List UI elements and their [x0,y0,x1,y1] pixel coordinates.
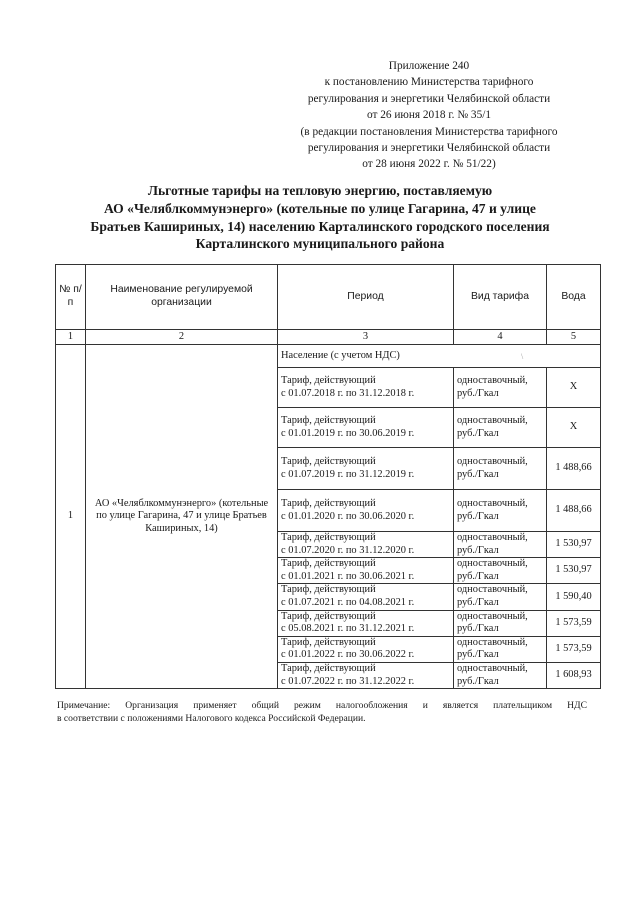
tariff-type [454,662,547,688]
type-line-2: руб./Гкал [457,649,499,661]
water-value: 1 488,66 [547,490,601,532]
type-line-2: руб./Гкал [457,623,499,635]
tariff-period [278,636,454,662]
period-line-1: Тариф, действующий [281,610,376,622]
type-line-2: руб./Гкал [457,510,499,522]
period-line-2: с 05.08.2021 г. по 31.12.2021 г. [281,623,415,635]
period-line-1: Тариф, действующий [281,497,376,509]
appendix-line: от 28 июня 2022 г. № 51/22) [362,158,496,171]
tariff-period [278,584,454,610]
period-line-2: с 01.07.2018 г. по 31.12.2018 г. [281,387,415,399]
tariff-type [454,558,547,584]
footnote [57,700,587,725]
tariff-period [278,490,454,532]
tariff-period [278,610,454,636]
type-line-2: руб./Гкал [457,596,499,608]
period-line-2: с 01.07.2020 г. по 31.12.2020 г. [281,544,415,556]
water-value: 1 530,97 [547,558,601,584]
type-line-1: одноставочный, [457,558,528,570]
type-line-1: одноставочный, [457,610,528,622]
title-line: Льготные тарифы на тепловую энергию, поставляемую [147,183,493,198]
type-line-2: руб./Гкал [457,675,499,687]
type-line-1: одноставочный, [457,497,528,509]
tariff-table [55,264,601,689]
type-line-1: одноставочный, [457,584,528,596]
appendix-line: регулирования и энергетики Челябинской области [307,142,551,155]
tariff-period [278,408,454,448]
tariff-period [278,662,454,688]
type-line-1: одноставочный, [457,455,528,467]
period-line-2: с 01.07.2022 г. по 31.12.2022 г. [281,675,415,687]
tariff-period [278,532,454,558]
row-number: 1 [56,345,86,689]
water-value: 1 590,40 [547,584,601,610]
tariff-type [454,448,547,490]
column-number-row [56,330,601,345]
column-number: 2 [86,330,278,345]
water-value: X [547,408,601,448]
column-number: 5 [547,330,601,345]
type-line-2: руб./Гкал [457,570,499,582]
header-tariff-type: Вид тарифа [454,265,547,330]
population-row [56,345,601,368]
type-line-2: руб./Гкал [457,387,499,399]
period-line-1: Тариф, действующий [281,584,376,596]
appendix-line: от 26 июня 2018 г. № 35/1 [366,109,492,122]
header-organization: Наименование регулируемой организации [86,265,278,330]
type-line-2: руб./Гкал [457,468,499,480]
type-line-1: одноставочный, [457,532,528,543]
tariff-type [454,584,547,610]
column-number: 3 [278,330,454,345]
type-line-1: одноставочный, [457,662,528,674]
water-value: 1 573,59 [547,610,601,636]
document-title [40,182,600,253]
tariff-type [454,636,547,662]
period-line-2: с 01.01.2020 г. по 30.06.2020 г. [281,510,415,522]
water-value: 1 488,66 [547,448,601,490]
tariff-type [454,490,547,532]
appendix-line: регулирования и энергетики Челябинской области [307,92,551,105]
period-line-1: Тариф, действующий [281,532,376,543]
header-period: Период [278,265,454,330]
type-line-2: руб./Гкал [457,427,499,439]
tariff-type [454,408,547,448]
footnote-line-1: Примечание: Организация применяет общий режим налогообложения и является плательщиком НДС [57,700,587,711]
period-line-2: с 01.01.2019 г. по 30.06.2019 г. [281,427,415,439]
water-value: X [547,368,601,408]
appendix-line: к постановлению Министерства тарифного [324,76,534,89]
type-line-1: одноставочный, [457,636,528,648]
title-line: Карталинского муниципального района [195,236,445,252]
tariff-period [278,558,454,584]
tariff-type [454,532,547,558]
tariff-type [454,610,547,636]
period-line-1: Тариф, действующий [281,455,376,467]
period-line-2: с 01.01.2021 г. по 30.06.2021 г. [281,570,415,582]
period-line-1: Тариф, действующий [281,414,376,426]
period-line-2: с 01.07.2021 г. по 04.08.2021 г. [281,596,415,608]
tariff-type [454,368,547,408]
tariff-period [278,368,454,408]
population-label: Население (с учетом НДС) [278,345,601,368]
title-line: Братьев Кашириных, 14) населению Карталинского городского поселения [90,218,550,234]
organization-name: АО «Челяблкоммунэнерго» (котельные по улице Гагарина, 47 и улице Братьев Кашириных, 14) [86,345,278,689]
period-line-2: с 01.07.2019 г. по 31.12.2019 г. [281,468,415,480]
period-line-2: с 01.01.2022 г. по 30.06.2022 г. [281,649,415,661]
type-line-1: одноставочный, [457,414,528,426]
period-line-1: Тариф, действующий [281,662,376,674]
water-value: 1 608,93 [547,662,601,688]
header-num: № п/п [56,265,86,330]
type-line-1: одноставочный, [457,374,528,386]
period-line-1: Тариф, действующий [281,374,376,386]
header-water: Вода [547,265,601,330]
footnote-line-2: в соответствии с положениями Налогового кодекса Российской Федерации. [57,712,366,724]
scan-mark: \ [521,352,524,361]
tariff-period [278,448,454,490]
appendix-line: Приложение 240 [388,60,470,72]
appendix-line: (в редакции постановления Министерства тарифного [300,125,558,138]
water-value: 1 530,97 [547,532,601,558]
period-line-1: Тариф, действующий [281,558,376,570]
table-header-row [56,265,601,330]
column-number: 1 [56,330,86,345]
appendix-block [270,58,588,173]
title-line: АО «Челяблкоммунэнерго» (котельные по улице Гагарина, 47 и улице [104,200,536,216]
type-line-2: руб./Гкал [457,544,499,556]
period-line-1: Тариф, действующий [281,636,376,648]
water-value: 1 573,59 [547,636,601,662]
column-number: 4 [454,330,547,345]
